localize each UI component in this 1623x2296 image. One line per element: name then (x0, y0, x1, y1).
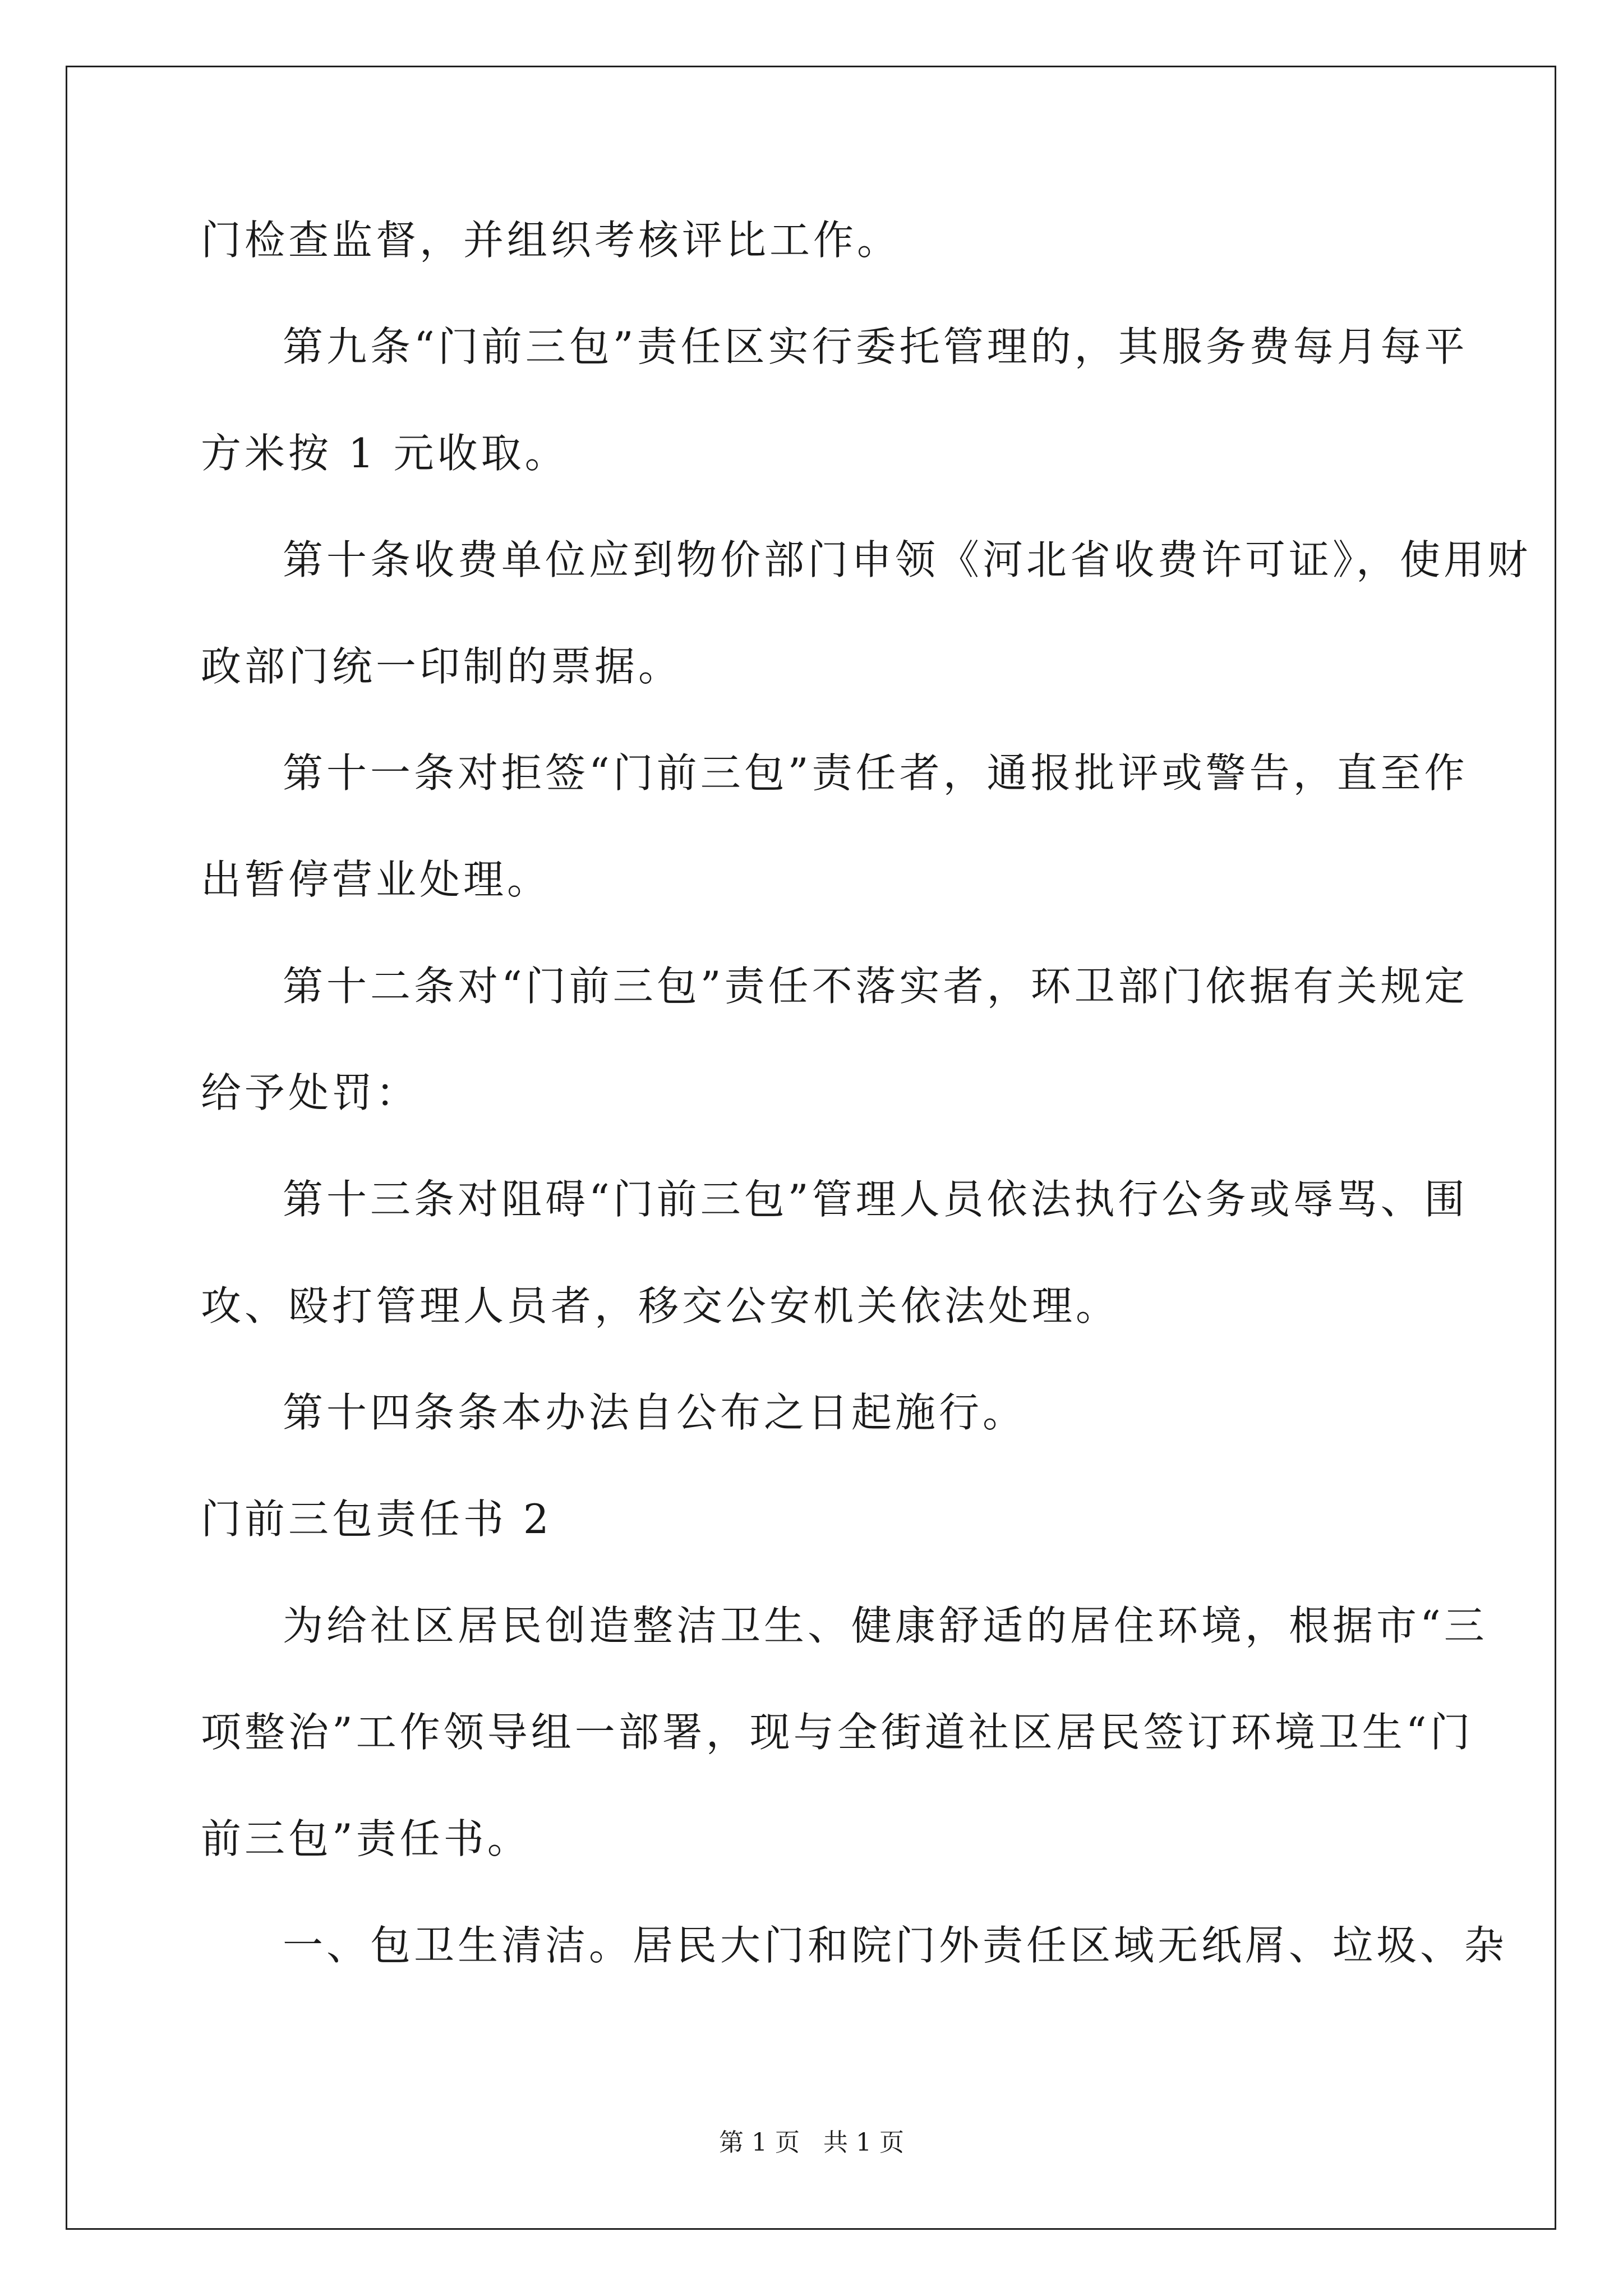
page-border (66, 66, 1556, 2230)
text-line: 出暂停营业处理。 (201, 856, 551, 903)
paragraph-article-9: 第九条“门前三包”责任区实行委托管理的，其服务费每月每平 (283, 323, 1468, 370)
text-line: 方米按 1 元收取。 (201, 430, 569, 477)
page-footer: 第 1 页 共 1 页 (719, 2128, 904, 2157)
text-line: 攻、殴打管理人员者，移交公安机关依法处理。 (201, 1282, 1120, 1329)
paragraph-article-11: 第十一条对拒签“门前三包”责任者，通报批评或警告，直至作 (283, 749, 1468, 797)
section-heading: 门前三包责任书 2 (201, 1496, 552, 1543)
text-line: 项整治”工作领导组一部署，现与全街道社区居民签订环境卫生“门 (201, 1709, 1474, 1756)
text-line: 门检查监督，并组织考核评比工作。 (201, 217, 901, 264)
text-line: 给予处罚： (201, 1069, 420, 1116)
paragraph-article-12: 第十二条对“门前三包”责任不落实者，环卫部门依据有关规定 (283, 963, 1468, 1010)
paragraph-article-14: 第十四条条本办法自公布之日起施行。 (283, 1389, 1027, 1436)
paragraph-intro: 为给社区居民创造整洁卫生、健康舒适的居住环境，根据市“三 (283, 1602, 1488, 1649)
paragraph-article-10: 第十条收费单位应到物价部门申领《河北省收费许可证》，使用财 (283, 536, 1532, 583)
paragraph-article-13: 第十三条对阻碍“门前三包”管理人员依法执行公务或辱骂、围 (283, 1176, 1468, 1223)
text-line: 前三包”责任书。 (201, 1815, 531, 1862)
text-line: 政部门统一印制的票据。 (201, 643, 683, 690)
paragraph-item-1: 一、包卫生清洁。居民大门和院门外责任区域无纸屑、垃圾、杂 (283, 1922, 1508, 1969)
